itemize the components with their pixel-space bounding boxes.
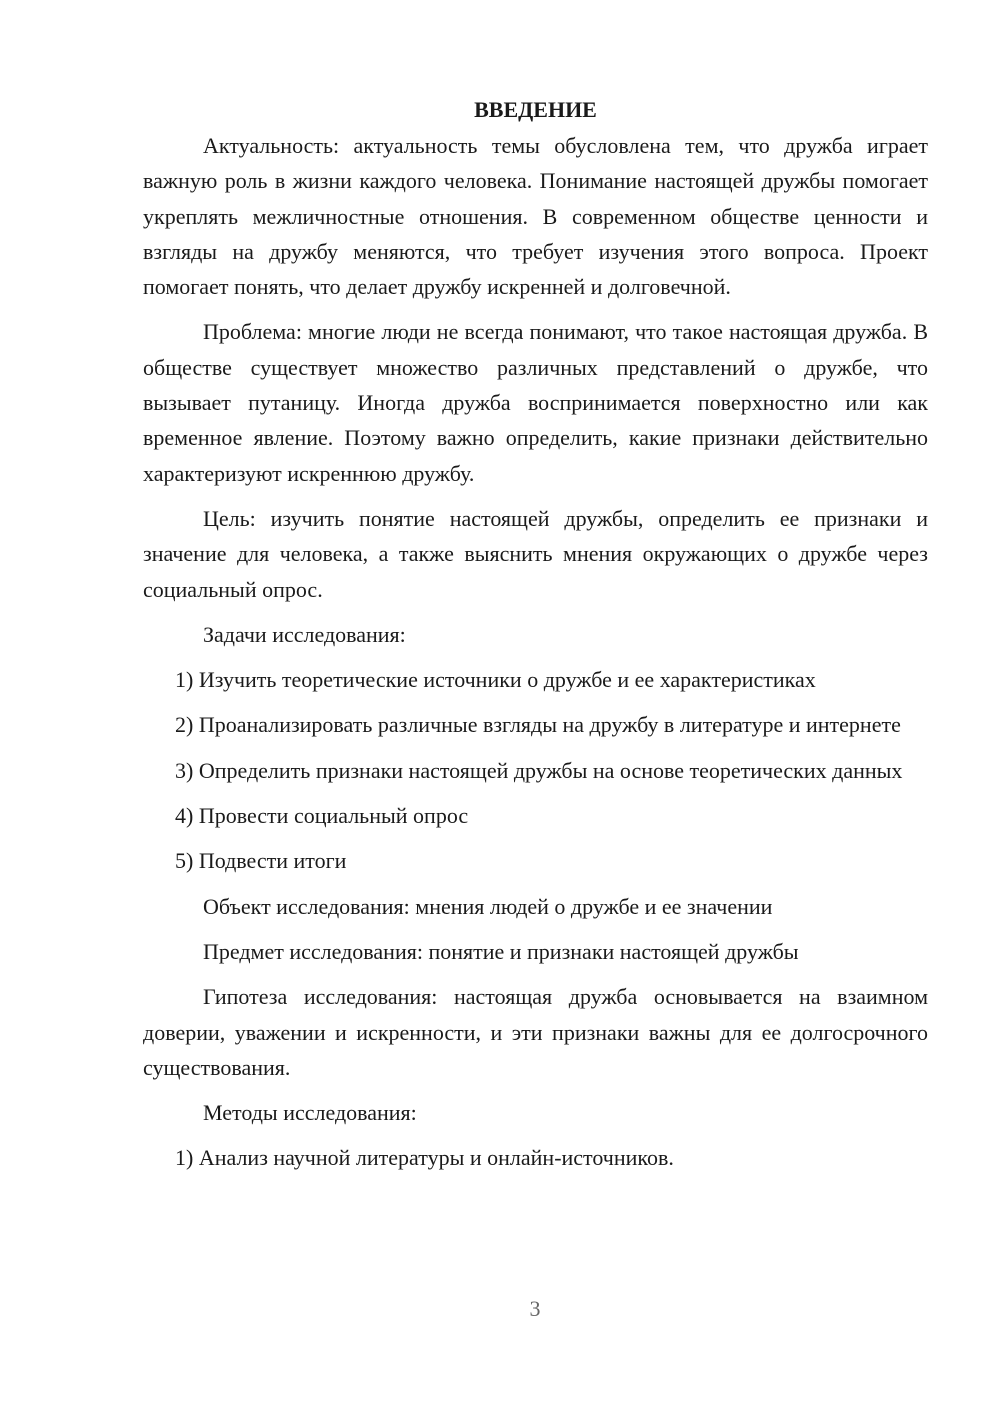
problem-paragraph: Проблема: многие люди не всегда понимают, что такое настоящая дружба. В обществе существует множество различных представлений о дружбе, что вызывает путаницу. Иногда дружба воспринимается поверхностно или как временное явление. Поэтому важно определить, какие признаки действительно характеризуют искреннюю дружбу. xyxy=(143,319,928,486)
tasks-heading: Задачи исследования: xyxy=(203,621,406,647)
page-number: 3 xyxy=(529,1296,541,1321)
method-item-1: 1) Анализ научной литературы и онлайн-источников. xyxy=(175,1145,674,1171)
subject-paragraph: Предмет исследования: понятие и признаки настоящей дружбы xyxy=(203,938,799,964)
task-item-5: 5) Подвести итоги xyxy=(175,848,347,874)
object-paragraph: Объект исследования: мнения людей о дружбе и ее значении xyxy=(203,893,773,919)
hypothesis-paragraph: Гипотеза исследования: настоящая дружба основывается на взаимном доверии, уважении и искренности, и эти признаки важны для ее долгосрочного существования. xyxy=(143,984,928,1080)
task-item-4: 4) Провести социальный опрос xyxy=(175,803,469,829)
task-item-3: 3) Определить признаки настоящей дружбы на основе теоретических данных xyxy=(175,757,903,783)
methods-heading: Методы исследования: xyxy=(203,1100,417,1126)
task-item-2: 2) Проанализировать различные взгляды на дружбу в литературе и интернете xyxy=(175,712,901,738)
relevance-paragraph: Актуальность: актуальность темы обусловлена тем, что дружба играет важную роль в жизни каждого человека. Понимание настоящей дружбы помогает укреплять межличностные отношения. В современном обществе ценности и взгляды на дружбу меняются, что требует изучения этого вопроса. Проект помогает понять, что делает дружбу искренней и долговечной. xyxy=(143,133,928,300)
goal-paragraph: Цель: изучить понятие настоящей дружбы, определить ее признаки и значение для человека, а также выяснить мнения окружающих о дружбе через социальный опрос. xyxy=(143,505,928,602)
page-title: ВВЕДЕНИЕ xyxy=(474,97,597,122)
task-item-1: 1) Изучить теоретические источники о дружбе и ее характеристиках xyxy=(175,667,816,693)
document-page xyxy=(143,92,928,1186)
